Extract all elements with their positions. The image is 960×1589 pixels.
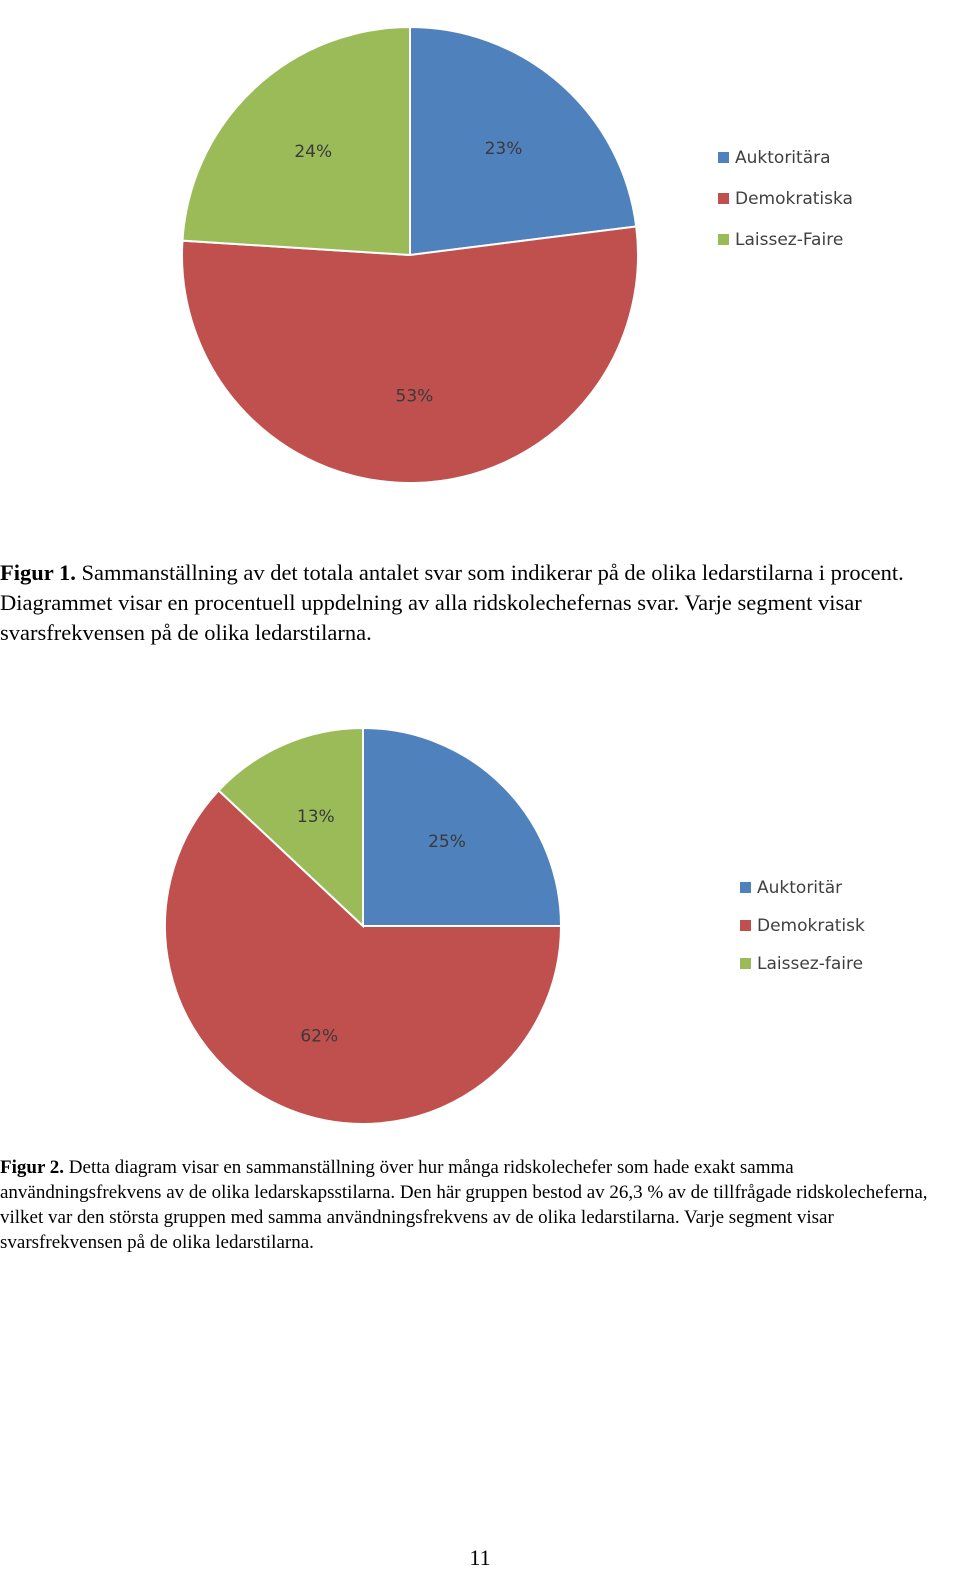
- page-number: 11: [469, 1545, 491, 1570]
- figure-2-caption: [0, 1155, 958, 1255]
- pie-chart-figure-1: [0, 0, 960, 510]
- legend-label-3: Laissez-Faire: [735, 230, 844, 250]
- slice-value-label-1: 25%: [428, 831, 466, 852]
- legend-label-3: Laissez-faire: [757, 954, 864, 974]
- slice-value-label-3: 13%: [296, 806, 335, 827]
- slice-value-label-1: 23%: [484, 138, 523, 159]
- legend-label-1: Auktoritär: [757, 878, 843, 898]
- figure-2-label: Figur 2.: [0, 1157, 65, 1178]
- legend-label-2: Demokratiska: [735, 189, 853, 209]
- figure-1-caption: [0, 558, 958, 648]
- slice-value-label-2: 62%: [300, 1026, 339, 1047]
- legend-label-1: Auktoritära: [735, 148, 831, 168]
- pie-chart-figure-2: [0, 720, 960, 1140]
- slice-value-label-3: 24%: [294, 141, 333, 162]
- legend-label-2: Demokratisk: [757, 916, 865, 936]
- figure-2-text: Detta diagram visar en sammanställning över hur många ridskolechefer som hade exakt samma användningsfrekvens av de olika ledarskapsstilarna. Den här gruppen bestod av 26,3 % av de tillfrågade ridskolecheferna, vilket var den största gruppen med samma användningsfrekvens av de olika ledarstilarna. Varje segment visar svarsfrekvensen på de olika ledarstilarna.: [0, 1157, 928, 1253]
- legend-swatch-1: [718, 152, 729, 163]
- figure-1-text: Sammanställning av det totala antalet svar som indikerar på de olika ledarstilarna i procent. Diagrammet visar en procentuell uppdelning av alla ridskolechefernas svar. Varje segment visar svarsfrekvensen på de olika ledarstilarna.: [0, 560, 904, 645]
- pie-slice-2: [182, 226, 638, 483]
- legend-swatch-1: [740, 882, 751, 893]
- legend-swatch-3: [740, 958, 751, 969]
- figure-1-label: Figur 1.: [0, 560, 76, 585]
- pie-slice-1: [410, 27, 636, 255]
- legend-swatch-3: [718, 234, 729, 245]
- legend-swatch-2: [718, 193, 729, 204]
- slice-value-label-2: 53%: [395, 386, 434, 407]
- pie-slice-1: [363, 728, 561, 926]
- legend-swatch-2: [740, 920, 751, 931]
